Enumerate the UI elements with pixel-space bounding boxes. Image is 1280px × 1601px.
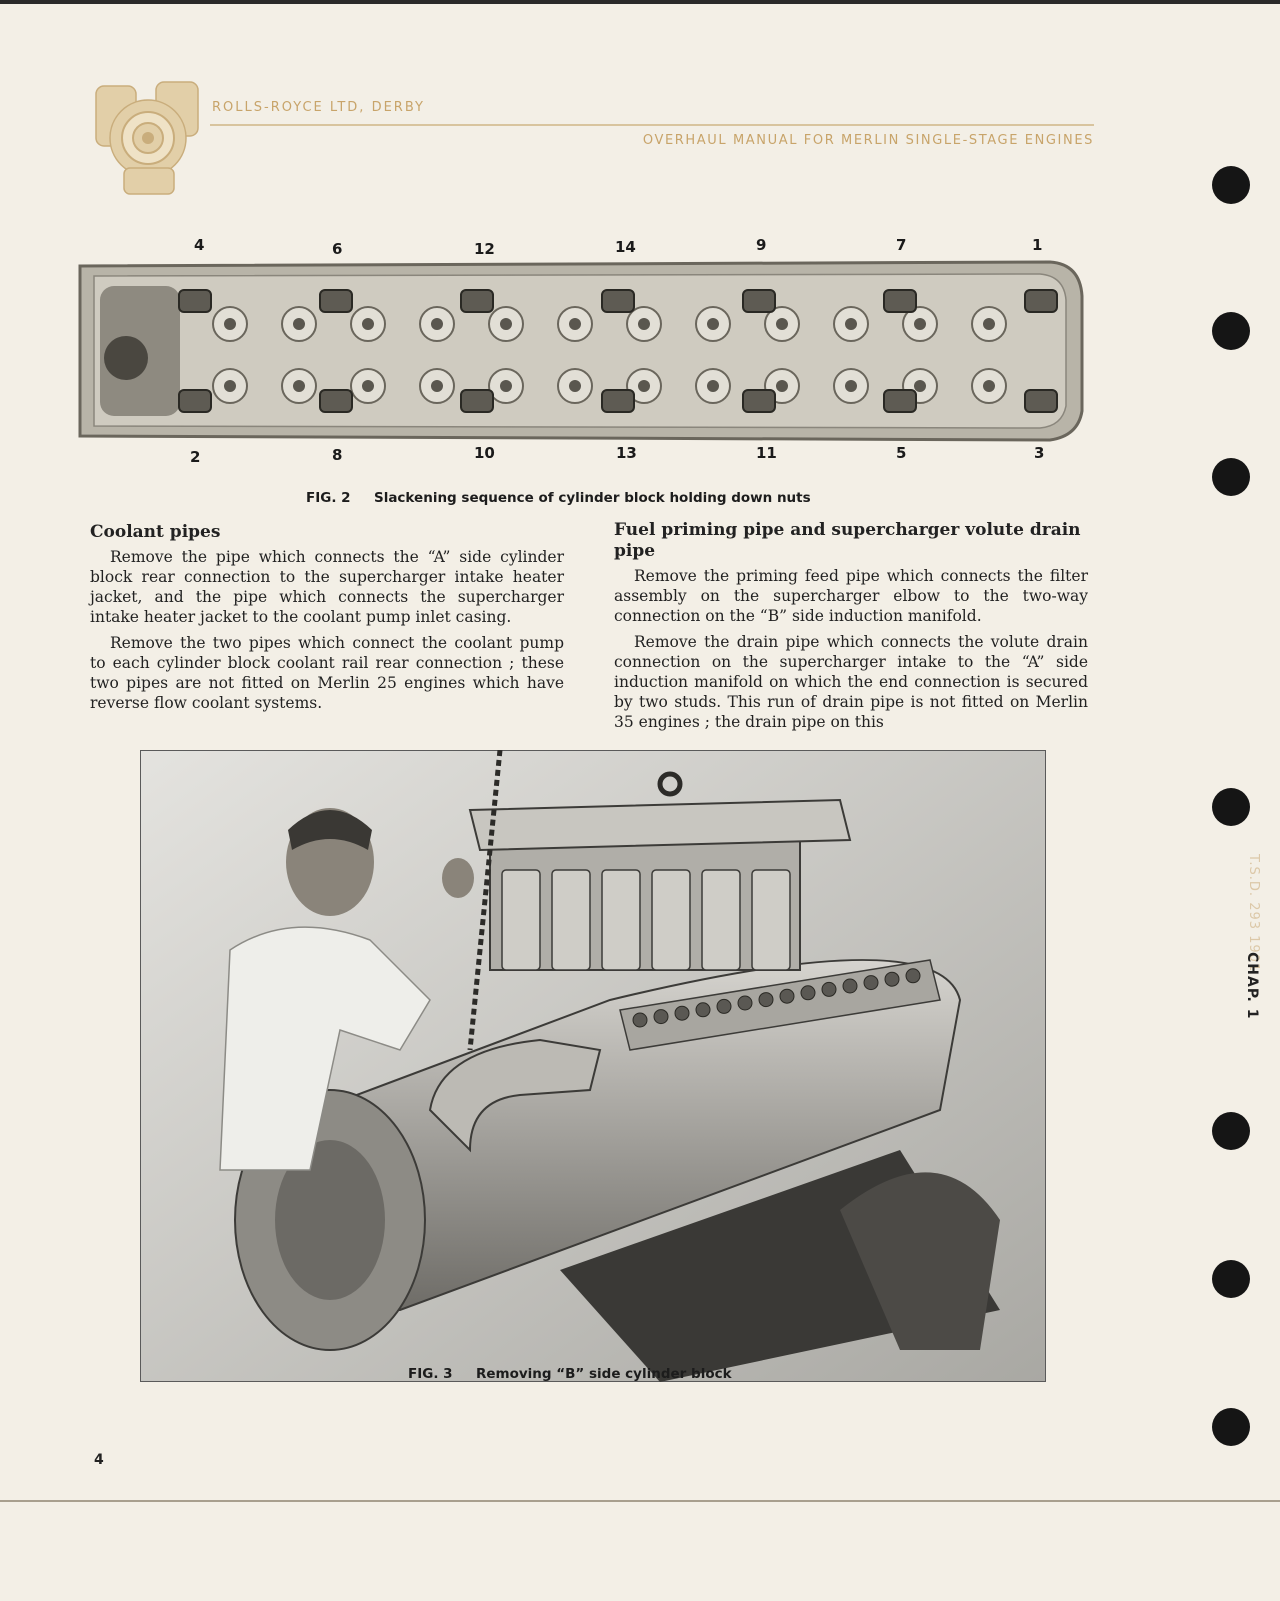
header-company: ROLLS-ROYCE LTD, DERBY: [212, 100, 425, 115]
nut-number-bottom: 3: [1034, 444, 1045, 462]
punch-hole: [1212, 1408, 1250, 1446]
fig3-caption-label: FIG. 3: [408, 1366, 453, 1382]
stud-nut: [801, 986, 815, 1000]
chapter-label: CHAP. 1: [1244, 952, 1260, 1020]
cylinder-liner: [502, 870, 540, 970]
stud-nut: [633, 1013, 647, 1027]
holding-down-nut: [1025, 290, 1057, 312]
stud-nut: [780, 989, 794, 1003]
bottom-rule: [0, 1500, 1280, 1502]
top-edge: [0, 0, 1280, 4]
left-paragraph: Remove the two pipes which connect the coolant pump to each cylinder block coolant rail rear connection ; these two pipes are not fitted on Merlin 25 engines which have reverse flow coolant systems.: [90, 634, 564, 712]
holding-down-nut: [743, 390, 775, 412]
nut-number-top: 7: [896, 236, 907, 254]
holding-down-nut: [884, 390, 916, 412]
cylinder-liner: [652, 870, 690, 970]
fig2-bottom-numbers: [190, 444, 1044, 466]
holding-down-nut: [743, 290, 775, 312]
stud-nut: [906, 969, 920, 983]
nut-number-top: 4: [194, 236, 205, 254]
stud-nut: [654, 1010, 668, 1024]
nut-number-bottom: 11: [756, 444, 777, 462]
cylinder-liner: [752, 870, 790, 970]
stud-nut: [759, 993, 773, 1007]
fig2-caption: [306, 490, 811, 506]
nut-number-bottom: 13: [616, 444, 637, 462]
holding-down-nut: [320, 290, 352, 312]
stud-nut: [738, 996, 752, 1010]
holding-down-nut: [602, 290, 634, 312]
header-rule: [210, 124, 1094, 126]
nut-number-bottom: 2: [190, 448, 201, 466]
nut-number-bottom: 8: [332, 446, 343, 464]
cylinder-liner: [602, 870, 640, 970]
nut-number-top: 1: [1032, 236, 1043, 254]
holding-down-nut: [179, 290, 211, 312]
holding-down-nut: [461, 290, 493, 312]
punch-hole: [1212, 458, 1250, 496]
punch-hole: [1212, 1260, 1250, 1298]
punch-hole: [1212, 1112, 1250, 1150]
document-code: T.S.D. 293 1901: [1246, 854, 1261, 973]
stud-nut: [696, 1003, 710, 1017]
fig2-top-numbers: [194, 236, 1042, 258]
cylinder-liner: [552, 870, 590, 970]
fig2-cylinder-block-diagram: [70, 236, 1120, 476]
left-paragraph: Remove the pipe which connects the “A” side cylinder block rear connection to the supercharger intake heater jacket, and the pipe which connects the supercharger intake heater jacket to the coolant pump inlet casing.: [90, 548, 564, 626]
right-paragraph: Remove the drain pipe which connects the volute drain connection on the supercharger intake to the “A” side induction manifold on which the end connection is secured by two studs. This run of drain pipe is not fitted on Merlin 35 engines ; the drain pipe on this: [614, 633, 1088, 731]
stud-nut: [885, 972, 899, 986]
right-column: [614, 520, 1088, 738]
nut-number-top: 6: [332, 240, 343, 258]
nut-number-top: 12: [474, 240, 495, 258]
punch-hole: [1212, 312, 1250, 350]
cylinder-liner: [702, 870, 740, 970]
holding-down-nut: [461, 390, 493, 412]
left-column: [90, 522, 564, 719]
nut-number-top: 14: [615, 238, 636, 256]
holding-down-nut: [602, 390, 634, 412]
nut-number-bottom: 10: [474, 444, 495, 462]
header-manual-title: OVERHAUL MANUAL FOR MERLIN SINGLE-STAGE ENGINES: [642, 133, 1094, 148]
stud-nut: [864, 976, 878, 990]
holding-down-nut: [320, 390, 352, 412]
stud-nut: [717, 999, 731, 1013]
stud-nut: [822, 982, 836, 996]
engine-logo-icon: [90, 76, 206, 198]
punch-hole: [1212, 166, 1250, 204]
coolant-pipes-heading: Coolant pipes: [90, 522, 221, 542]
stud-nut: [675, 1006, 689, 1020]
fig3-engine-photo: [140, 750, 1046, 1382]
page-number: 4: [94, 1452, 104, 1468]
holding-down-nut: [884, 290, 916, 312]
fig2-caption-label: FIG. 2: [306, 490, 351, 506]
stud-nut: [843, 979, 857, 993]
holding-down-nut: [1025, 390, 1057, 412]
holding-down-nut: [179, 390, 211, 412]
fig3-caption-text: Removing “B” side cylinder block: [475, 1366, 732, 1382]
right-paragraph: Remove the priming feed pipe which connects the filter assembly on the supercharger elbow to the two-way connection on the “B” side induction manifold.: [614, 567, 1088, 625]
nut-number-bottom: 5: [896, 444, 907, 462]
fig3-caption: [408, 1366, 732, 1382]
fig2-caption-text: Slackening sequence of cylinder block holding down nuts: [373, 490, 811, 506]
fuel-priming-heading: Fuel priming pipe and supercharger volute drain pipe: [614, 520, 1081, 561]
nut-number-top: 9: [756, 236, 767, 254]
punch-hole: [1212, 788, 1250, 826]
